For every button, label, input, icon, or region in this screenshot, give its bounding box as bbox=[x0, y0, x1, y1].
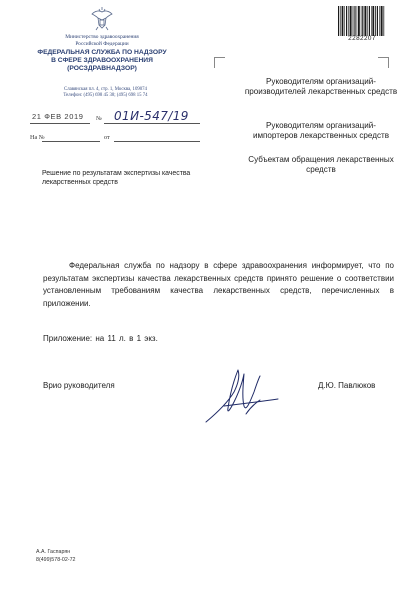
ministry-name bbox=[40, 34, 164, 47]
addressee-block: Руководителям организаций-импортеров лекарственных средств bbox=[252, 121, 390, 140]
agency-line: В СФЕРЕ ЗДРАВООХРАНЕНИЯ bbox=[51, 57, 153, 64]
addressee-block: Субъектам обращения лекарственных средств bbox=[248, 155, 394, 174]
phone-line: Телефон: (495) 698 45 38; (495) 698 15 74 bbox=[63, 93, 148, 99]
ministry-line: Российской Федерации bbox=[75, 40, 129, 47]
agency-line: ФЕДЕРАЛЬНАЯ СЛУЖБА ПО НАДЗОРУ bbox=[37, 49, 167, 56]
attachment-note: Приложение: на 11 л. в 1 экз. bbox=[43, 334, 158, 343]
number-underline bbox=[104, 123, 200, 124]
date-underline bbox=[30, 123, 90, 124]
ref-number-underline bbox=[42, 141, 100, 142]
ref-number-label: На № bbox=[30, 134, 45, 141]
executor-name: А.А. Гаспарян bbox=[36, 549, 71, 555]
outgoing-number: 01И-547/19 bbox=[114, 109, 189, 123]
executor-block bbox=[36, 549, 75, 564]
handwritten-signature bbox=[200, 362, 290, 428]
barcode-number: 2282207 bbox=[348, 35, 376, 42]
agency-name bbox=[30, 49, 174, 73]
date-stamp: 21 ФЕВ 2019 bbox=[32, 112, 84, 121]
agency-line: (РОСЗДРАВНАДЗОР) bbox=[67, 65, 137, 72]
letter-body: Федеральная служба по надзору в сфере здравоохранения информирует, что по результатам экспертизы качества лекарственных средств принято решение о соответствии установленным требованиям качества лекарственных средств, перечисленных в приложении. bbox=[43, 261, 394, 308]
barcode bbox=[337, 6, 385, 36]
letter-subject: Решение по результатам экспертизы качества лекарственных средств bbox=[42, 170, 191, 186]
address-line: Славянская пл. 4, стр. 1, Москва, 109074 bbox=[64, 87, 147, 92]
reference-line bbox=[30, 133, 200, 145]
coat-of-arms-icon bbox=[89, 6, 115, 32]
signer-title: Врио руководителя bbox=[43, 381, 115, 390]
agency-address bbox=[38, 87, 173, 100]
address-corner-mark bbox=[214, 57, 225, 68]
address-corner-mark bbox=[378, 57, 389, 68]
number-symbol: № bbox=[96, 116, 102, 122]
registration-line bbox=[30, 109, 200, 126]
ref-from-label: от bbox=[104, 134, 110, 141]
ref-date-underline bbox=[114, 141, 200, 142]
addressee-block: Руководителям организаций-производителей лекарственных средств bbox=[244, 77, 398, 96]
signer-name: Д.Ю. Павлюков bbox=[318, 381, 376, 390]
ministry-line: Министерство здравоохранения bbox=[65, 34, 139, 40]
executor-phone: 8(499)578-02-72 bbox=[36, 556, 76, 563]
